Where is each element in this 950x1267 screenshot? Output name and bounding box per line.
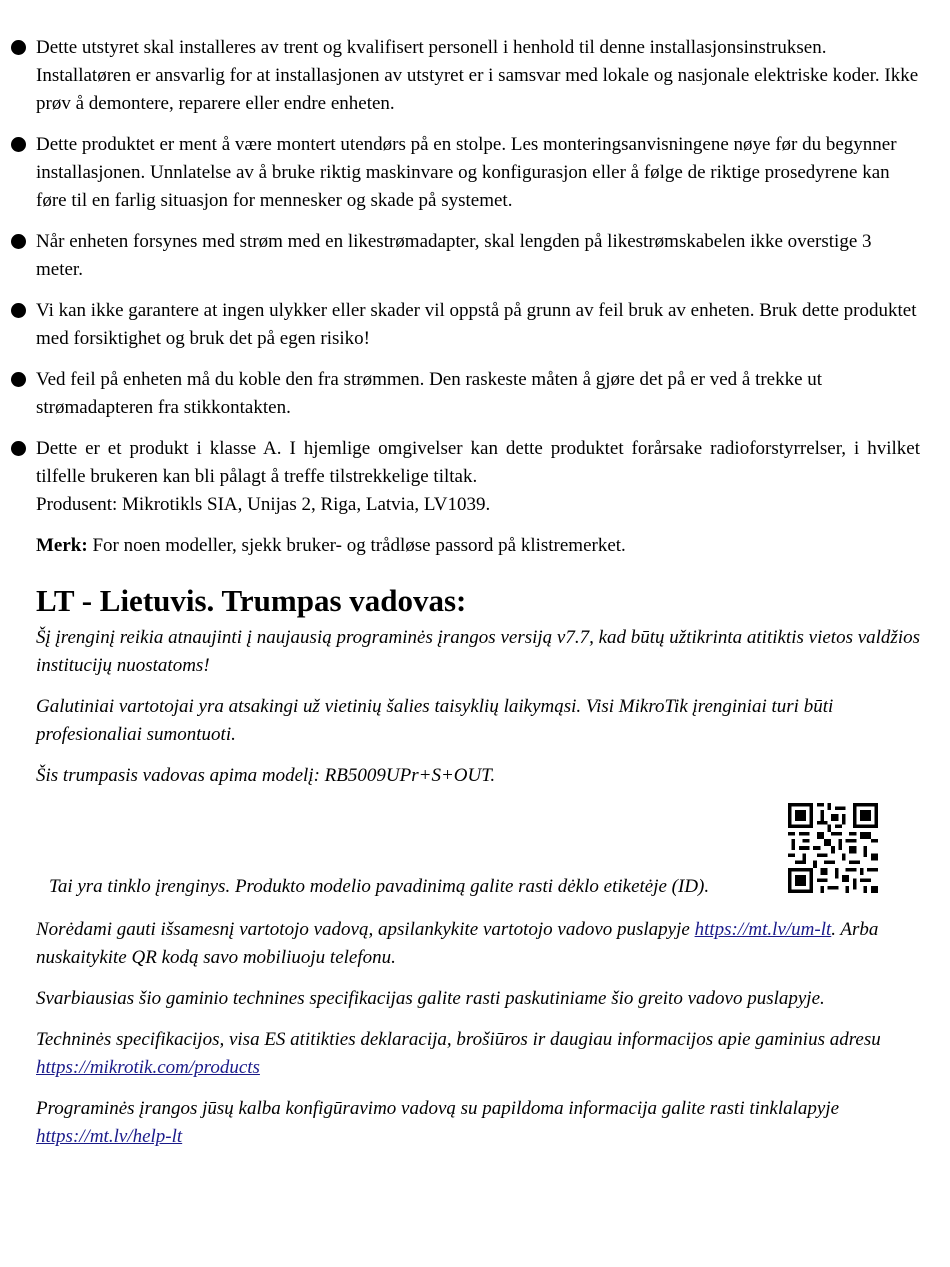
bullet-text: Dette er et produkt i klasse A. I hjemlige omgivelser kan dette produktet forårsake radioforstyrrelser, i hvilket tilfelle brukeren kan bli pålagt å treffe tilstrekkelige tiltak. (36, 438, 920, 487)
bullet-item (0, 131, 950, 215)
manual-text: Norėdami gauti išsamesnį vartotojo vadovą, apsilankykite vartotojo vadovo puslapyje (36, 919, 695, 940)
config-guide-text: Programinės įrangos jūsų kalba konfigūravimo vadovą su papildoma informacija galite rasti tinklalapyje (36, 1098, 840, 1119)
bullet-text: Ved feil på enheten må du koble den fra strømmen. Den raskeste måten å gjøre det på er ved å trekke ut strømadapteren fra stikkontakten. (36, 369, 823, 418)
note-label: Merk: (36, 535, 88, 556)
qr-code-icon (788, 803, 878, 893)
specs-note-paragraph: Svarbiausias šio gaminio technines specifikacijas galite rasti paskutiniame šio greito vadovo puslapyje. (36, 988, 825, 1009)
safety-bullet-list (0, 34, 950, 519)
config-guide-paragraph (36, 1095, 920, 1151)
declaration-text: Techninės specifikacijos, visa ES atitikties deklaracija, brošiūros ir daugiau informacijos apie gaminius adresu (36, 1029, 881, 1050)
device-caption: Tai yra tinklo įrenginys. Produkto modelio pavadinimą galite rasti dėklo etiketėje (ID). (49, 876, 710, 897)
bullet-item (0, 435, 950, 519)
manufacturer-line: Produsent: Mikrotikls SIA, Unijas 2, Riga, Latvia, LV1039. (36, 494, 491, 515)
help-link[interactable]: https://mt.lv/help-lt (36, 1126, 183, 1147)
bullet-text: Dette produktet er ment å være montert utendørs på en stolpe. Les monteringsanvisningene nøye før du begynner installasjonen. Unnlatelse av å bruke riktig maskinvare og konfigurasjon eller å følge de riktige prosedyrene kan føre til en farlig situasjon for mennesker og skade på systemet. (36, 134, 897, 211)
section-title-lt: LT - Lietuvis. Trumpas vadovas: (36, 583, 467, 618)
responsibility-paragraph: Galutiniai vartotojai yra atsakingi už vietinių šalies taisyklių laikymąsi. Visi MikroTik įrenginiai turi būti profesionaliai sumontuoti. (36, 696, 834, 745)
bullet-icon (11, 234, 26, 249)
note-paragraph (36, 532, 920, 560)
bullet-icon (11, 40, 26, 55)
bullet-item (0, 34, 950, 118)
bullet-text: Vi kan ikke garantere at ingen ulykker eller skader vil oppstå på grunn av feil bruk av enheten. Bruk dette produktet med forsiktighet og bruk det på egen risiko! (36, 300, 917, 349)
bullet-item (0, 366, 950, 422)
products-link[interactable]: https://mikrotik.com/products (36, 1057, 260, 1078)
update-warning: Šį įrenginį reikia atnaujinti į naujausią programinės įrangos versiją v7.7, kad būtų užtikrinta atitiktis vietos valdžios institucijų nuostatoms! (36, 627, 920, 676)
model-paragraph: Šis trumpasis vadovas apima modelį: RB5009UPr+S+OUT. (36, 765, 496, 786)
bullet-text: Når enheten forsynes med strøm med en likestrømadapter, skal lengden på likestrømskabelen ikke overstige 3 meter. (36, 231, 872, 280)
bullet-item (0, 228, 950, 284)
bullet-item (0, 297, 950, 353)
bullet-icon (11, 441, 26, 456)
bullet-icon (11, 372, 26, 387)
manual-paragraph (36, 916, 920, 972)
bullet-icon (11, 303, 26, 318)
device-info-row (36, 803, 920, 903)
user-manual-link[interactable]: https://mt.lv/um-lt (694, 919, 832, 940)
manual-text-end: . Arba nuskaitykite QR kodą savo mobiliuoju telefonu. (36, 919, 879, 968)
document-page (0, 34, 950, 1164)
note-text: For noen modeller, sjekk bruker- og trådløse passord på klistremerket. (87, 535, 626, 556)
declaration-paragraph (36, 1026, 920, 1082)
bullet-icon (11, 137, 26, 152)
bullet-text: Dette utstyret skal installeres av trent og kvalifisert personell i henhold til denne installasjonsinstruksen. Installatøren er ansvarlig for at installasjonen av utstyret er i samsvar med lokale og nasjonale elektriske koder. Ikke prøv å demontere, reparere eller endre enheten. (36, 37, 919, 114)
